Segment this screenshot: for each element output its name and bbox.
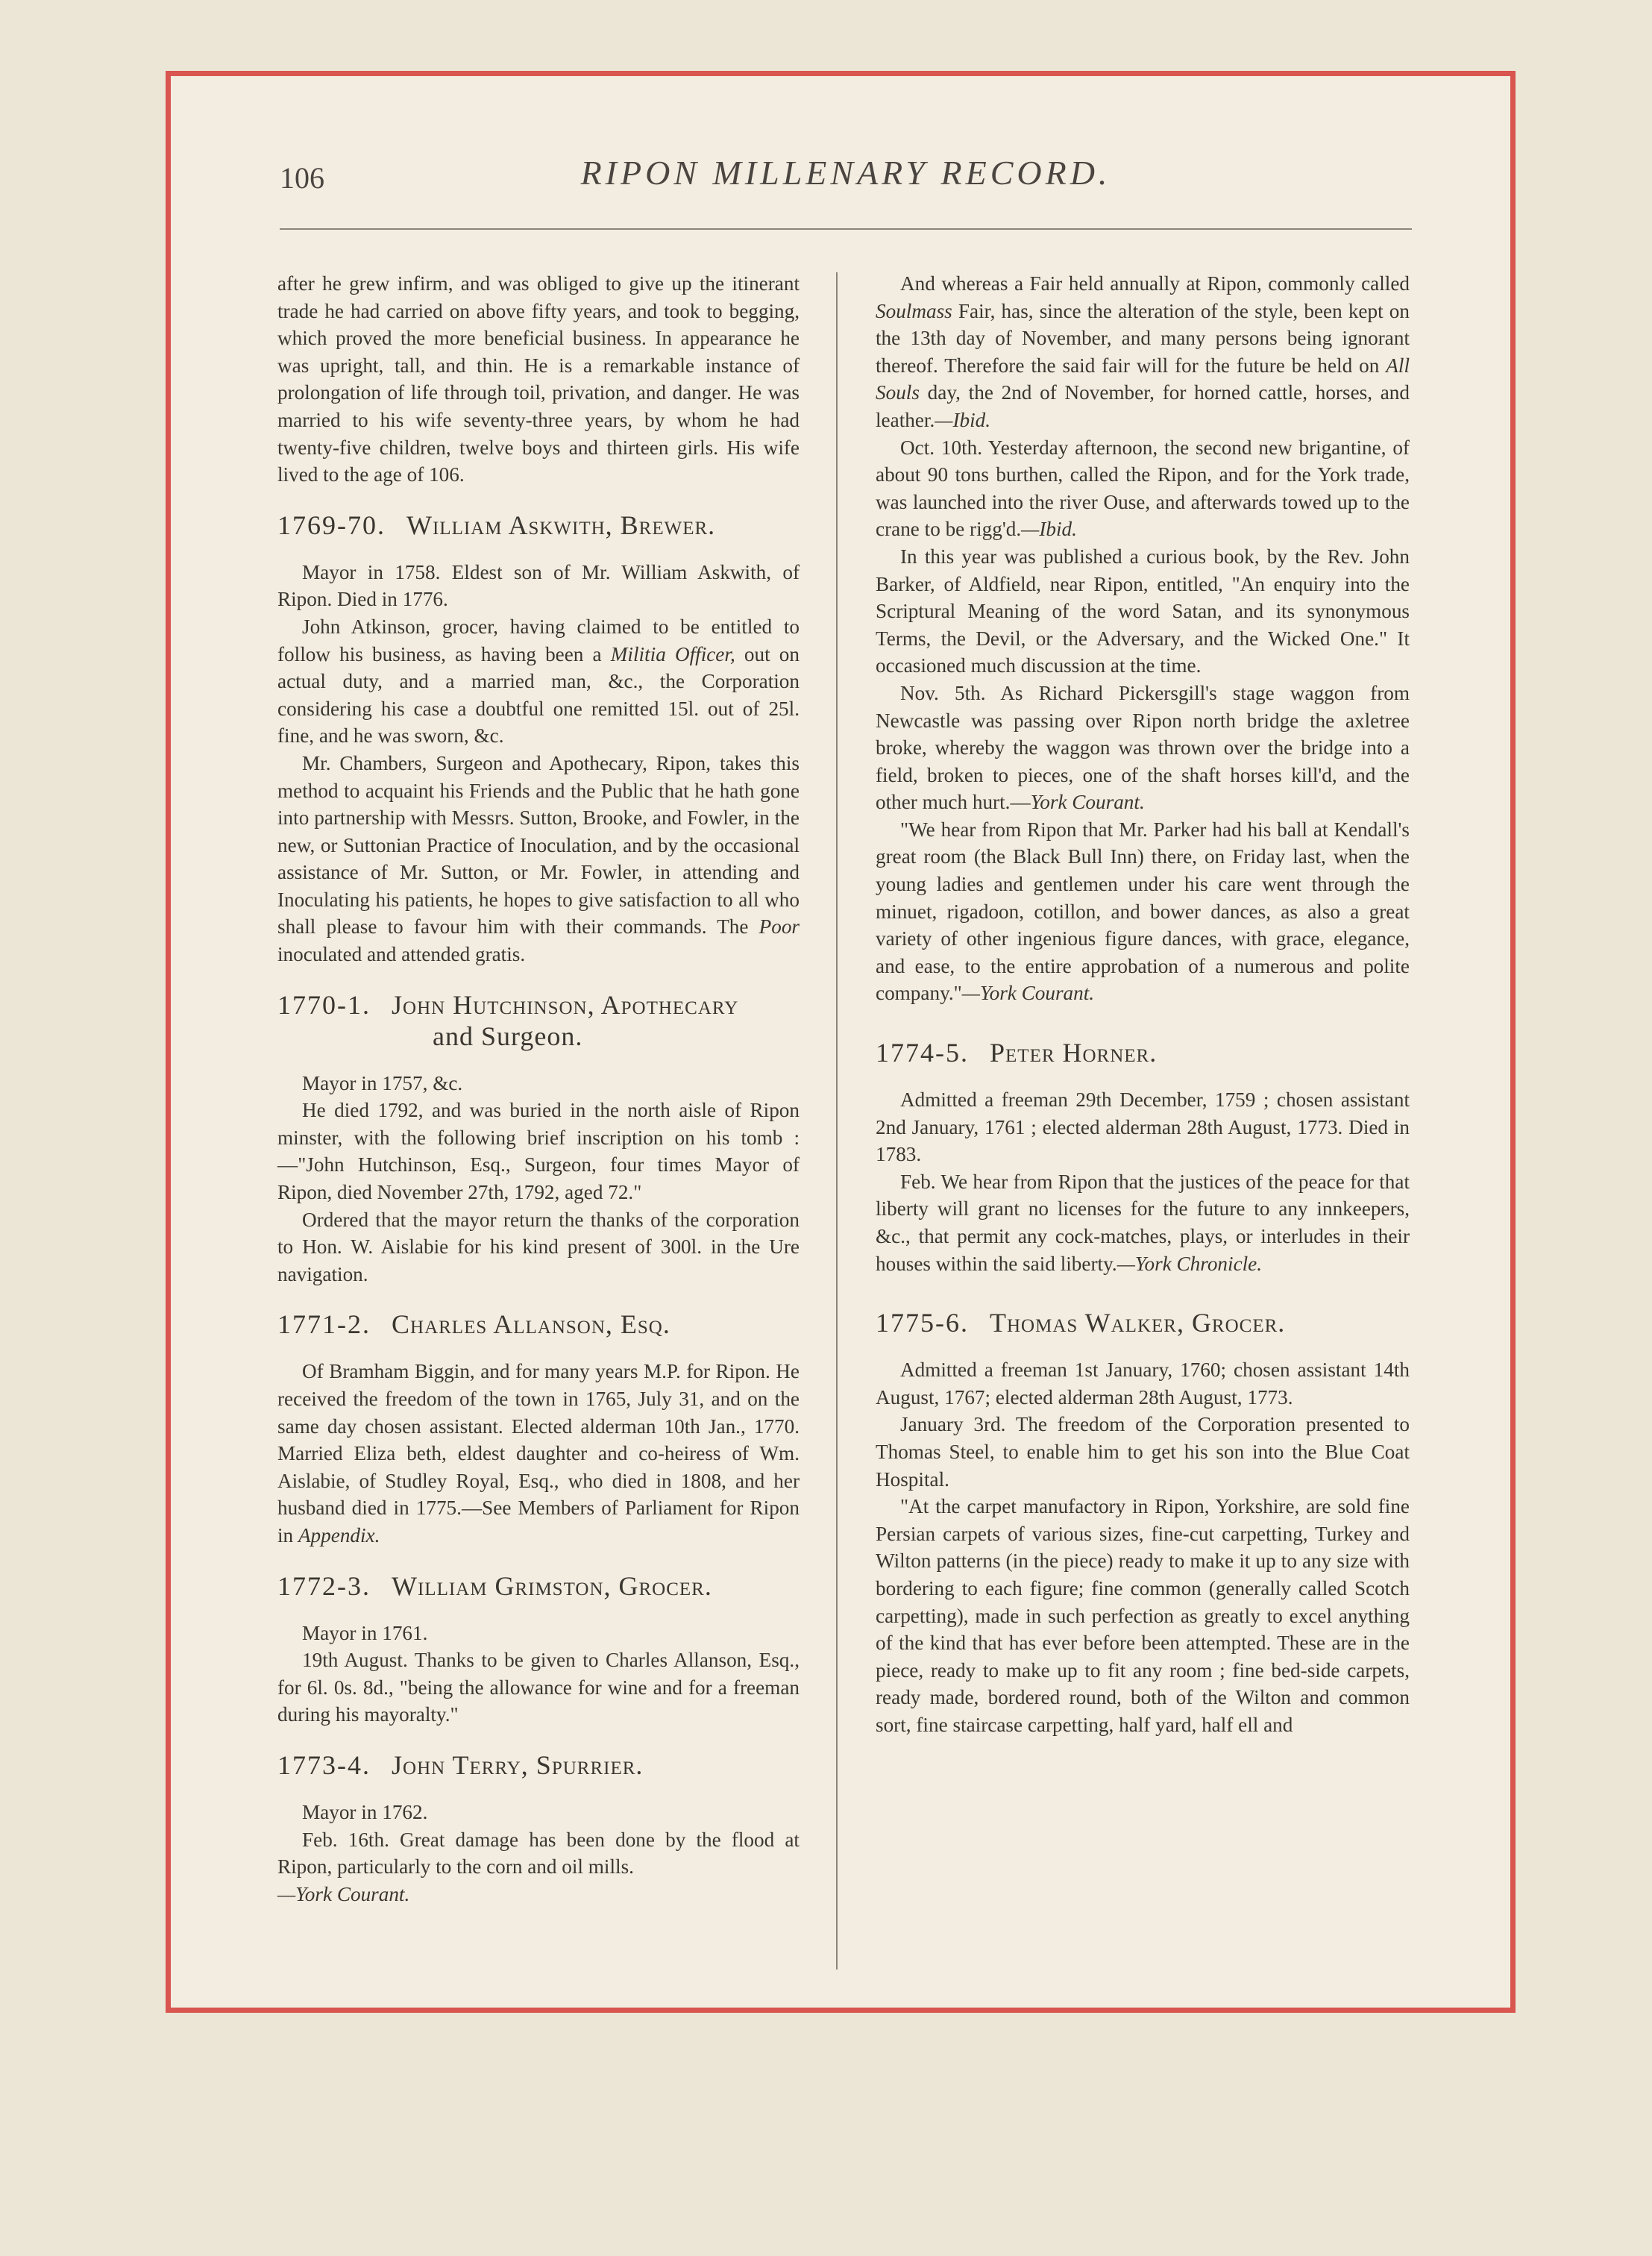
paragraph: "At the carpet manufactory in Ripon, Yorkshire, are sold fine Persian carpets of various sizes, fine-cut carpetting, Turkey and Wilton patterns (in the piece) ready to make it up to any size with bordering to each figure; fine common (generally called Scotch carpetting), made in such perfection as greatly to excel anything of the kind that has ever before been attempted. These are in the piece, ready to make up to fit any room ; fine bed-side carpets, ready made, bordered round, both of the Wilton and common sort, fine staircase carpetting, half yard, half ell and (876, 1495, 1410, 1736)
paragraph: Oct. 10th. Yesterday afternoon, the second new brigantine, of about 90 tons burthen, called the Ripon, and for the York trade, was launched into the river Ouse, and afterwards towed up to the crane to be rigg'd.—Ibid. (876, 436, 1410, 541)
paragraph: Feb. We hear from Ripon that the justices of the peace for that liberty will grant no licenses for the future to any innkeepers, &c., that permit any cock-matches, plays, or interludes in their houses within the said liberty.—York Chronicle. (876, 1170, 1410, 1275)
paragraph: after he grew infirm, and was obliged to give up the itinerant trade he had carried on above fifty years, and took to begging, which proved the more beneficial business. In appearance he was upright, tall, and thin. He is a remarkable instance of prolongation of life through toil, privation, and danger. He was married to his wife seventy-three years, by whom he had twenty-five children, twelve boys and thirteen girls. His wife lived to the age of 106. (277, 272, 800, 486)
entry-heading (277, 510, 800, 541)
paragraph: Feb. 16th. Great damage has been done by the flood at Ripon, particularly to the corn and oil mills. —York Courant. (277, 1828, 800, 1905)
entry-years: 1772-3. (277, 1570, 371, 1601)
paragraph: In this year was published a curious book, by the Rev. John Barker, of Aldfield, near Ripon, entitled, "An enquiry into the Scriptural Meaning of the word Satan, and its synonymous Terms, the Devil, or the Adversary, and the Wicked One." It occasioned much discussion at the time. (876, 545, 1410, 677)
entry-heading (277, 1570, 800, 1602)
paragraph: Mayor in 1757, &c. (302, 1071, 463, 1094)
paragraph: Mr. Chambers, Surgeon and Apothecary, Ripon, takes this method to acquaint his Friends and the Public that he hath gone into partnership with Messrs. Sutton, Brooke, and Fowler, in the new, or Suttonian Practice of Inoculation, and by the occasional assistance of Mr. Sutton, or Mr. Fowler, in attending and Inoculating his patients, he hopes to give satisfaction to all who shall please to favour him with their commands. The Poor inoculated and attended gratis. (277, 751, 800, 966)
entry-name: John Terry, Spurrier. (392, 1749, 644, 1780)
paragraph: Mayor in 1761. (302, 1621, 428, 1644)
page-number: 106 (280, 161, 324, 195)
entry-years: 1775-6. (876, 1308, 969, 1338)
entry-years: 1771-2. (277, 1309, 371, 1340)
paragraph: Of Bramham Biggin, and for many years M.P. for Ripon. He received the freedom of the town in 1765, July 31, and on the same day chosen assistant. Elected alderman 10th Jan., 1770. Married Eliza beth, eldest daughter and co-heiress of Wm. Aislabie, of Studley Royal, Esq., who died in 1808, and her husband died in 1775.—See Members of Parliament for Ripon in Appendix. (277, 1360, 800, 1547)
entry-name: William Grimston, Grocer. (392, 1570, 712, 1601)
entry-name: Peter Horner. (990, 1038, 1158, 1068)
entry-heading (876, 1307, 1410, 1338)
paragraph: Mayor in 1758. Eldest son of Mr. William Askwith, of Ripon. Died in 1776. (277, 560, 800, 611)
paragraph: John Atkinson, grocer, having claimed to be entitled to follow his business, as having been a Militia Officer, out on actual duty, and a married man, &c., the Corporation considering his case a doubtful one remitted 15l. out of 25l. fine, and he was sworn, &c. (277, 615, 800, 748)
paragraph: Ordered that the mayor return the thanks of the corporation to Hon. W. Aislabie for his kind present of 300l. in the Ure navigation. (277, 1208, 800, 1285)
column-divider (836, 272, 838, 1970)
entry-years: 1774-5. (876, 1038, 969, 1068)
paragraph: He died 1792, and was buried in the north aisle of Ripon minster, with the following brief inscription on his tomb :—"John Hutchinson, Esq., Surgeon, four times Mayor of Ripon, died November 27th, 1792, aged 72." (277, 1099, 800, 1204)
paragraph: Nov. 5th. As Richard Pickersgill's stage waggon from Newcastle was passing over Ripon north bridge the axletree broke, whereby the waggon was thrown over the bridge into a field, broken to pieces, one of the shaft horses kill'd, and the other much hurt.—York Courant. (876, 681, 1410, 814)
entry-years: 1769-70. (277, 510, 386, 540)
running-title: RIPON MILLENARY RECORD. (580, 154, 1111, 192)
paragraph: Admitted a freeman 1st January, 1760; chosen assistant 14th August, 1767; elected alderman 28th August, 1773. (876, 1359, 1410, 1409)
entry-name: John Hutchinson, Apothecary and Surgeon. (392, 989, 739, 1051)
entry-heading (876, 1037, 1410, 1068)
paragraph: Mayor in 1762. (302, 1800, 428, 1823)
right-column (876, 270, 1410, 1739)
left-column (277, 270, 800, 1908)
entry-name: Thomas Walker, Grocer. (990, 1308, 1286, 1338)
page-header (280, 153, 1412, 235)
paragraph: January 3rd. The freedom of the Corporation presented to Thomas Steel, to enable him to get his son into the Blue Coat Hospital. (876, 1413, 1410, 1491)
header-rule (280, 228, 1412, 230)
entry-years: 1770-1. (277, 989, 371, 1020)
entry-name: William Askwith, Brewer. (406, 510, 716, 540)
paragraph: "We hear from Ripon that Mr. Parker had his ball at Kendall's great room (the Black Bull Inn) there, on Friday last, when the young ladies and gentlemen under his care went through the minuet, rigadoon, cotillon, and bower dances, as also a great variety of other ingenious figure dances, with grace, elegance, and ease, to the entire approbation of a numerous and polite company."—York Courant. (876, 818, 1410, 1005)
paragraph: Admitted a freeman 29th December, 1759 ; chosen assistant 2nd January, 1761 ; elected alderman 28th August, 1773. Died in 1783. (876, 1088, 1410, 1166)
entry-years: 1773-4. (277, 1749, 371, 1780)
entry-name: Charles Allanson, Esq. (392, 1309, 670, 1340)
entry-heading (277, 1749, 800, 1781)
entry-heading (277, 1309, 800, 1340)
paragraph: 19th August. Thanks to be given to Charles Allanson, Esq., for 6l. 0s. 8d., "being the allowance for wine and for a freeman during his mayoralty." (277, 1649, 800, 1726)
entry-heading (277, 989, 800, 1052)
paragraph: And whereas a Fair held annually at Ripon, commonly called Soulmass Fair, has, since the alteration of the style, been kept on the 13th day of November, and many persons being ignorant thereof. Therefore the said fair will for the future be held on All Souls day, the 2nd of November, for horned cattle, horses, and leather.—Ibid. (876, 272, 1410, 431)
